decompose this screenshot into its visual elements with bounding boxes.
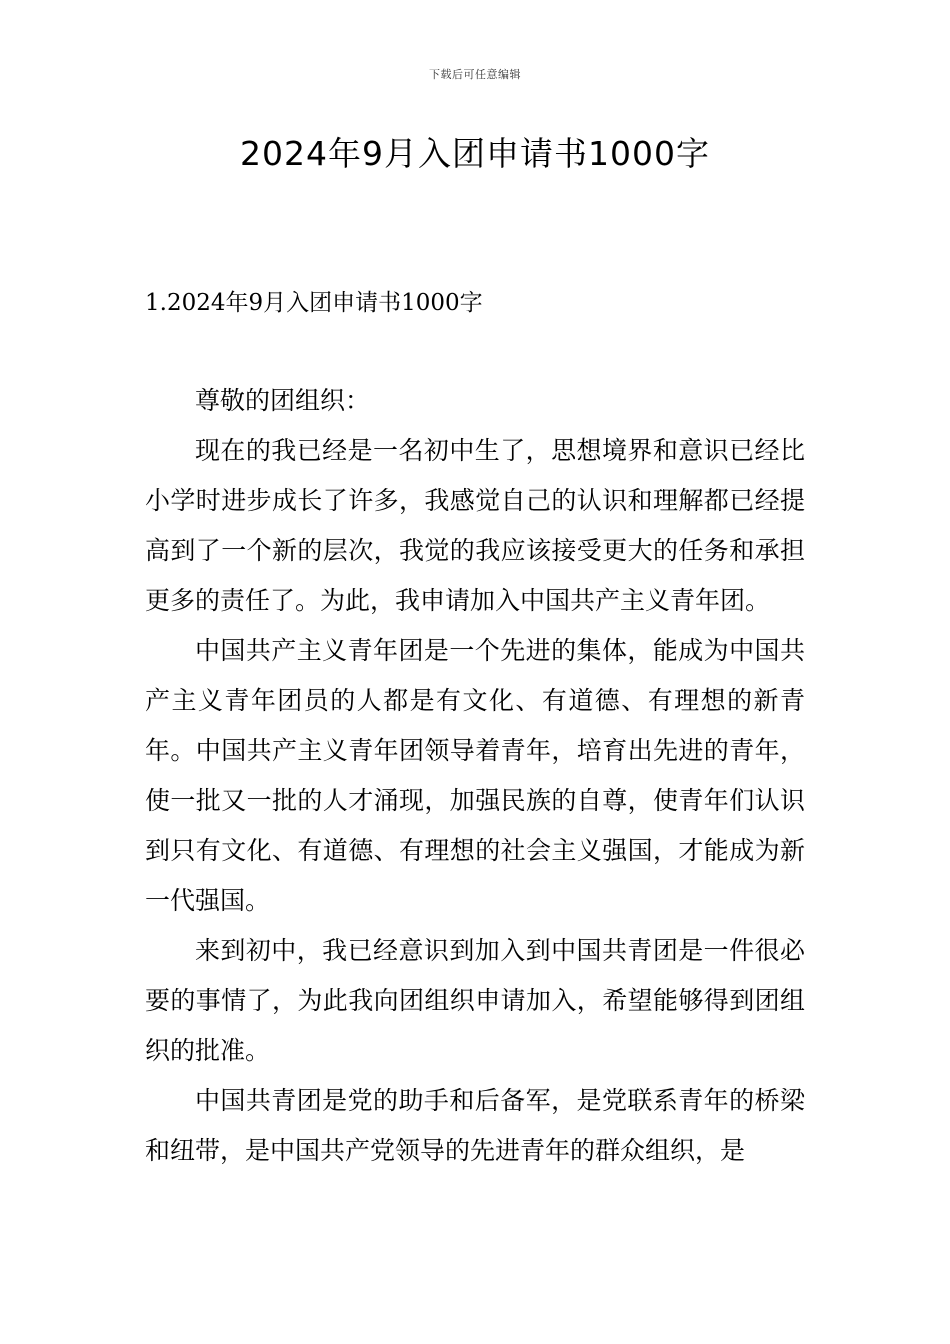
document-title: 2024年9月入团申请书1000字	[240, 134, 710, 173]
header-note: 下载后可任意编辑	[429, 68, 521, 81]
paragraph: 中国共青团是党的助手和后备军，是党联系青年的桥梁和纽带，是中国共产党领导的先进青年的群众组织，是	[145, 1086, 805, 1165]
document-body	[145, 376, 805, 1176]
paragraph: 中国共产主义青年团是一个先进的集体，能成为中国共产主义青年团员的人都是有文化、有道德、有理想的新青年。中国共产主义青年团领导着青年，培育出先进的青年，使一批又一批的人才涌现，加强民族的自尊，使青年们认识到只有文化、有道德、有理想的社会主义强国，才能成为新一代强国。	[145, 636, 805, 915]
paragraph: 现在的我已经是一名初中生了，思想境界和意识已经比小学时进步成长了许多，我感觉自己的认识和理解都已经提高到了一个新的层次，我觉的我应该接受更大的任务和承担更多的责任了。为此，我申请加入中国共产主义青年团。	[145, 436, 805, 615]
section-heading: 1.2024年9月入团申请书1000字	[145, 290, 483, 316]
paragraph: 来到初中，我已经意识到加入到中国共青团是一件很必要的事情了，为此我向团组织申请加入，希望能够得到团组织的批准。	[145, 936, 805, 1065]
salutation: 尊敬的团组织：	[195, 386, 371, 415]
